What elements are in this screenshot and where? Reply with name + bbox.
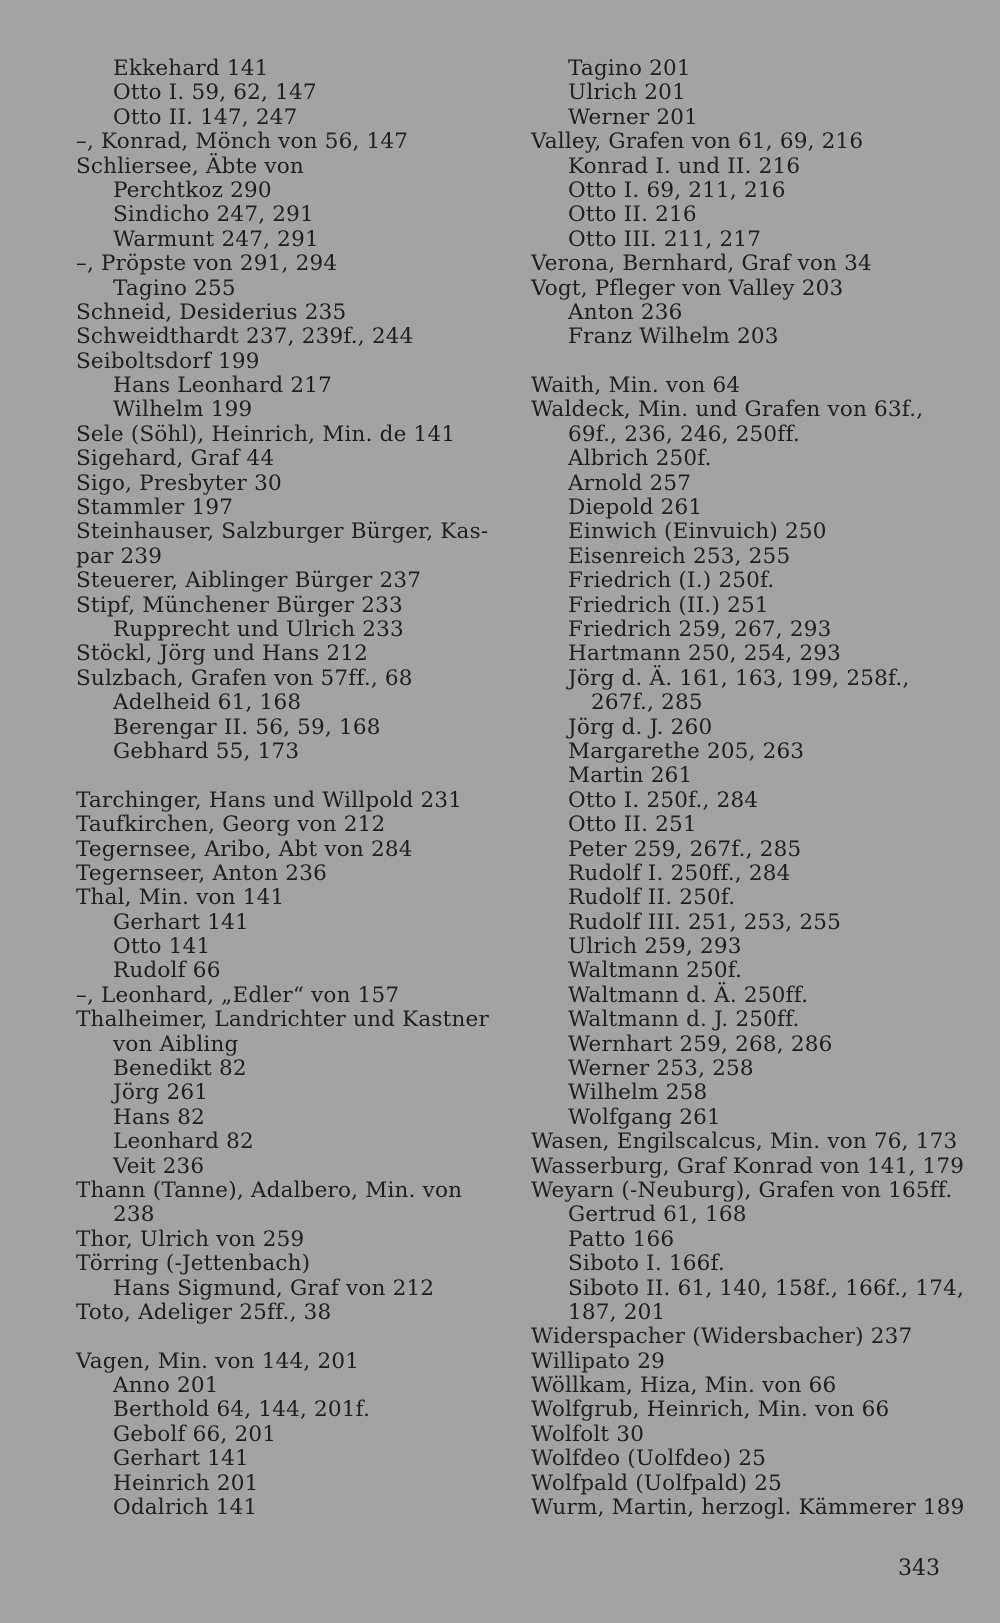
index-entry: Stöckl, Jörg und Hans 212 (76, 641, 368, 667)
index-entry: Werner 253, 258 (568, 1056, 754, 1082)
index-entry: Wilhelm 258 (568, 1080, 708, 1106)
index-entry: Margarethe 205, 263 (568, 738, 805, 764)
index-entry: 267f., 285 (591, 690, 703, 716)
index-entry: 238 (113, 1202, 155, 1228)
index-entry: Rudolf II. 250f. (568, 885, 736, 911)
index-entry: Wurm, Martin, herzogl. Kämmerer 189 (531, 1495, 965, 1521)
index-entry: 187, 201 (568, 1299, 666, 1325)
index-entry: –, Leonhard, „Edler“ von 157 (76, 982, 400, 1008)
index-entry: Rudolf 66 (113, 958, 221, 984)
index-entry: Diepold 261 (568, 495, 703, 521)
index-entry: Albrich 250f. (568, 446, 712, 472)
index-entry: Hans Sigmund, Graf von 212 (113, 1275, 435, 1301)
index-entry: Stammler 197 (76, 495, 234, 521)
index-entry: Törring (-Jettenbach) (76, 1251, 311, 1277)
index-entry: Friedrich (II.) 251 (568, 592, 769, 618)
index-entry: Willipato 29 (531, 1348, 665, 1374)
index-entry: Waltmann d. J. 250ff. (568, 1007, 800, 1033)
index-entry: Tarchinger, Hans und Willpold 231 (76, 787, 463, 813)
index-entry: Siboto I. 166f. (568, 1251, 725, 1277)
index-entry: Wernhart 259, 268, 286 (568, 1031, 833, 1057)
index-entry: Einwich (Einvuich) 250 (568, 519, 827, 545)
index-entry: Martin 261 (568, 763, 693, 789)
index-entry: Gertrud 61, 168 (568, 1202, 747, 1228)
index-entry: Gerhart 141 (113, 909, 249, 935)
index-entry: Otto I. 69, 211, 216 (568, 177, 786, 203)
index-entry: Konrad I. und II. 216 (568, 153, 801, 179)
index-entry: Veit 236 (113, 1153, 205, 1179)
index-entry: Toto, Adeliger 25ff., 38 (76, 1299, 332, 1325)
index-entry: Perchtkoz 290 (113, 177, 272, 203)
index-entry: Wolfdeo (Uolfdeo) 25 (531, 1446, 766, 1472)
index-entry: Tagino 201 (568, 56, 691, 81)
index-entry: Otto II. 251 (568, 812, 697, 838)
index-entry: Wasserburg, Graf Konrad von 141, 179 (531, 1153, 965, 1179)
index-entry: Waldeck, Min. und Grafen von 63f., (531, 397, 924, 423)
index-entry: Thann (Tanne), Adalbero, Min. von (76, 1177, 463, 1203)
index-entry: Widerspacher (Widersbacher) 237 (531, 1324, 913, 1350)
index-entry: Patto 166 (568, 1226, 675, 1252)
index-entry: von Aibling (113, 1031, 239, 1057)
index-entry: Wolfolt 30 (531, 1421, 645, 1447)
index-entry: Heinrich 201 (113, 1470, 259, 1496)
index-entry: Wilhelm 199 (113, 397, 253, 423)
index-entry: Weyarn (-Neuburg), Grafen von 165ff. (531, 1177, 953, 1203)
index-entry: Tegernsee, Aribo, Abt von 284 (76, 836, 413, 862)
index-entry: Schliersee, Äbte von (76, 153, 304, 179)
index-entry: Valley, Grafen von 61, 69, 216 (531, 129, 864, 155)
index-entry: Waltmann d. Ä. 250ff. (568, 982, 809, 1008)
index-entry: Rudolf I. 250ff., 284 (568, 860, 791, 886)
index-entry: Warmunt 247, 291 (113, 226, 319, 252)
index-entry: Wolfpald (Uolfpald) 25 (531, 1470, 782, 1496)
index-entry: Otto III. 211, 217 (568, 226, 762, 252)
index-entry: Jörg 261 (113, 1080, 209, 1106)
index-entry: –, Konrad, Mönch von 56, 147 (76, 129, 409, 155)
index-entry: Otto 141 (113, 934, 211, 960)
index-entry: Otto I. 250f., 284 (568, 787, 759, 813)
index-entry: Anton 236 (568, 299, 683, 325)
index-entry: Thor, Ulrich von 259 (76, 1226, 305, 1252)
index-entry: Anno 201 (113, 1373, 219, 1399)
index-entry: Jörg d. J. 260 (568, 714, 713, 740)
index-entry: Sigo, Presbyter 30 (76, 470, 282, 496)
index-entry: Berthold 64, 144, 201f. (113, 1397, 371, 1423)
index-entry: par 239 (76, 543, 163, 569)
index-entry: Tagino 255 (113, 275, 236, 301)
index-entry: Waltmann 250f. (568, 958, 743, 984)
index-entry: Rudolf III. 251, 253, 255 (568, 909, 842, 935)
index-entry: Schweidthardt 237, 239f., 244 (76, 324, 414, 350)
index-entry: Vagen, Min. von 144, 201 (76, 1348, 360, 1374)
index-entry: Leonhard 82 (113, 1129, 254, 1155)
index-entry: Verona, Bernhard, Graf von 34 (531, 251, 872, 277)
index-entry: Rupprecht und Ulrich 233 (113, 616, 404, 642)
index-entry: Ulrich 201 (568, 80, 686, 106)
index-entry: Sulzbach, Grafen von 57ff., 68 (76, 665, 413, 691)
index-entry: Stipf, Münchener Bürger 233 (76, 592, 403, 618)
index-entry: Arnold 257 (568, 470, 692, 496)
index-entry: Sele (Söhl), Heinrich, Min. de 141 (76, 421, 456, 447)
index-entry: Hans 82 (113, 1104, 206, 1130)
index-section-gap (76, 1325, 506, 1349)
page-number: 343 (898, 1556, 940, 1581)
index-entry: Siboto II. 61, 140, 158f., 166f., 174, (568, 1275, 965, 1301)
index-entry: Berengar II. 56, 59, 168 (113, 714, 381, 740)
index-entry: Odalrich 141 (113, 1495, 258, 1521)
index-entry: Vogt, Pfleger von Valley 203 (531, 275, 844, 301)
index-entry: Sigehard, Graf 44 (76, 446, 275, 472)
index-section-gap (531, 350, 961, 374)
index-entry: Eisenreich 253, 255 (568, 543, 791, 569)
index-entry: Tegernseer, Anton 236 (76, 860, 327, 886)
index-entry: Schneid, Desiderius 235 (76, 299, 347, 325)
index-entry: Hartmann 250, 254, 293 (568, 641, 842, 667)
index-entry: Franz Wilhelm 203 (568, 324, 779, 350)
index-entry: Wöllkam, Hiza, Min. von 66 (531, 1373, 837, 1399)
index-entry: Thal, Min. von 141 (76, 885, 285, 911)
index-entry: Seiboltsdorf 199 (76, 348, 260, 374)
index-entry: Wasen, Engilscalcus, Min. von 76, 173 (531, 1129, 958, 1155)
index-entry: Peter 259, 267f., 285 (568, 836, 802, 862)
index-entry: Gebolf 66, 201 (113, 1421, 277, 1447)
index-entry: Steuerer, Aiblinger Bürger 237 (76, 568, 422, 594)
index-entry: Wolfgrub, Heinrich, Min. von 66 (531, 1397, 890, 1423)
index-entry: Friedrich (I.) 250f. (568, 568, 775, 594)
index-entry: Adelheid 61, 168 (113, 690, 302, 716)
index-entry: Gebhard 55, 173 (113, 738, 300, 764)
index-entry: 69f., 236, 246, 250ff. (568, 421, 800, 447)
index-entry: Gerhart 141 (113, 1446, 249, 1472)
index-entry: Otto II. 147, 247 (113, 104, 298, 130)
index-entry: Otto II. 216 (568, 202, 697, 228)
index-entry: Ekkehard 141 (113, 56, 269, 81)
index-entry: Taufkirchen, Georg von 212 (76, 812, 386, 838)
index-entry: Otto I. 59, 62, 147 (113, 80, 317, 106)
index-entry: Ulrich 259, 293 (568, 934, 742, 960)
index-entry: Friedrich 259, 267, 293 (568, 616, 832, 642)
index-entry: Thalheimer, Landrichter und Kastner (76, 1007, 489, 1033)
index-entry: –, Pröpste von 291, 294 (76, 251, 338, 277)
index-entry: Werner 201 (568, 104, 699, 130)
index-entry: Benedikt 82 (113, 1056, 247, 1082)
index-column-right (531, 56, 965, 1521)
index-entry: Steinhauser, Salzburger Bürger, Kas- (76, 519, 489, 545)
index-column-left (76, 57, 506, 1520)
index-entry: Wolfgang 261 (568, 1104, 721, 1130)
index-entry: Waith, Min. von 64 (531, 373, 741, 399)
index-entry: Jörg d. Ä. 161, 163, 199, 258f., (568, 665, 910, 691)
index-entry: Sindicho 247, 291 (113, 202, 314, 228)
index-entry: Hans Leonhard 217 (113, 373, 333, 399)
index-section-gap (76, 764, 506, 788)
